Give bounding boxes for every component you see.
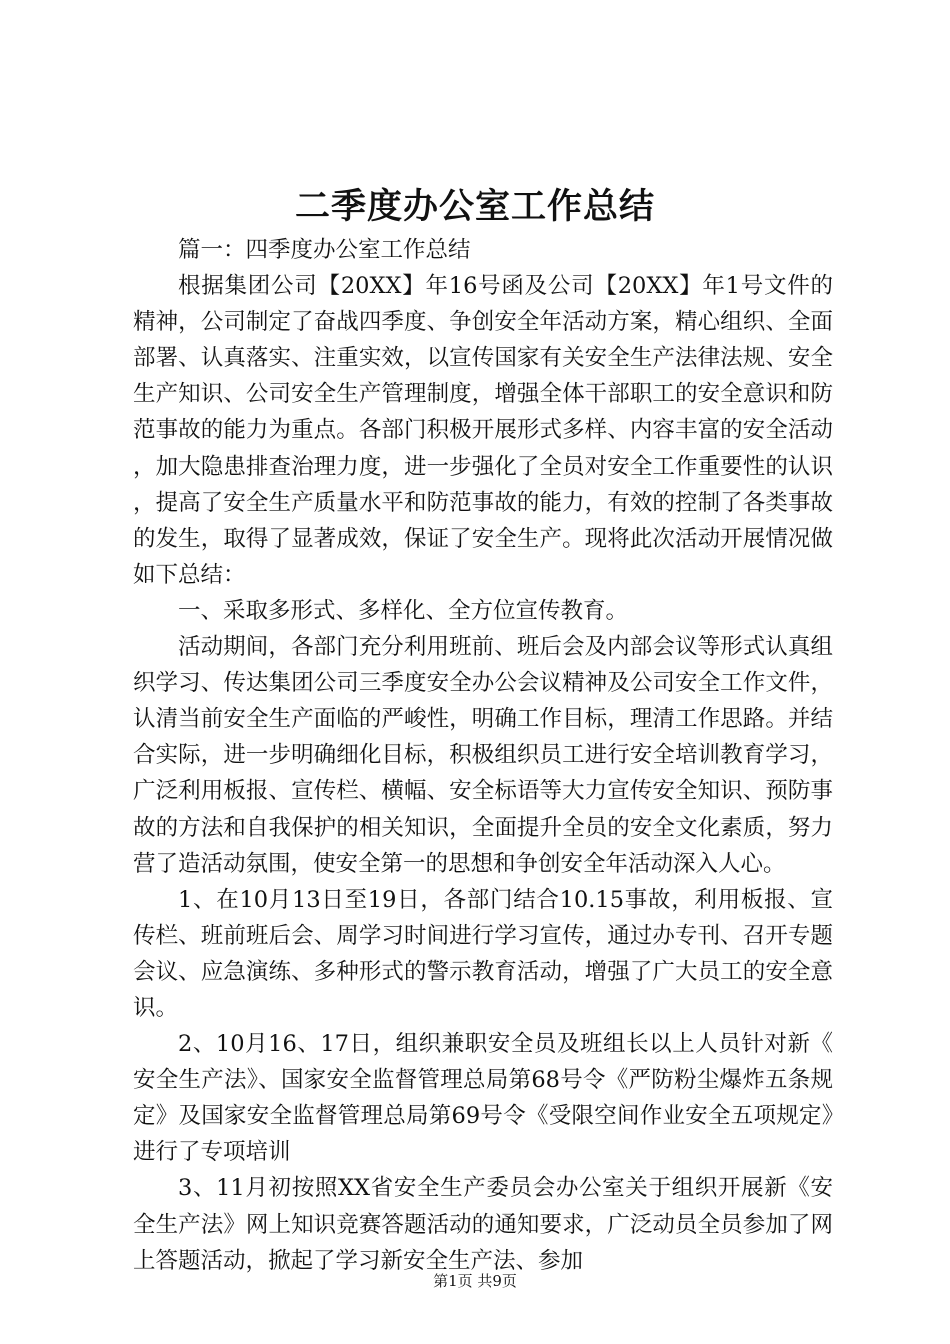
body-paragraph: 根据集团公司【20XX】年16号函及公司【20XX】年1号文件的精神，公司制定了奋战四季度、争创安全年活动方案，精心组织、全面部署、认真落实、注重实效，以宣传国家有关安全生产法律法规、安全生产知识、公司安全生产管理制度，增强全体干部职工的安全意识和防范事故的能力为重点。各部门积极开展形式多样、内容丰富的安全活动，加大隐患排查治理力度，进一步强化了全员对安全工作重要性的认识，提高了安全生产质量水平和防范事故的能力，有效的控制了各类事故的发生，取得了显著成效，保证了安全生产。现将此次活动开展情况做如下总结： — [133, 273, 833, 588]
list-item: 2、10月16、17日，组织兼职安全员及班组长以上人员针对新《安全生产法》、国家安全监督管理总局第68号令《严防粉尘爆炸五条规定》及国家安全监督管理总局第69号令《受限空间作业安全五项规定》进行了专项培训 — [133, 1031, 833, 1166]
document-title: 二季度办公室工作总结 — [294, 186, 655, 227]
section-heading: 篇一：四季度办公室工作总结 — [178, 237, 471, 263]
page-number-footer: 第1页 共9页 — [433, 1272, 517, 1290]
body-paragraph: 活动期间，各部门充分利用班前、班后会及内部会议等形式认真组织学习、传达集团公司三季度安全办公会议精神及公司安全工作文件，认清当前安全生产面临的严峻性，明确工作目标，理清工作思路。并结合实际，进一步明确细化目标，积极组织员工进行安全培训教育学习，广泛利用板报、宣传栏、横幅、安全标语等大力宣传安全知识、预防事故的方法和自我保护的相关知识，全面提升全员的安全文化素质，努力营了造活动氛围，使安全第一的思想和争创安全年活动深入人心。 — [133, 634, 833, 877]
list-item: 1、在10月13日至19日，各部门结合10.15事故，利用板报、宣传栏、班前班后会、周学习时间进行学习宣传，通过办专刊、召开专题会议、应急演练、多种形式的警示教育活动，增强了广大员工的安全意识。 — [133, 886, 833, 1021]
list-item: 3、11月初按照XX省安全生产委员会办公室关于组织开展新《安全生产法》网上知识竞赛答题活动的通知要求，广泛动员全员参加了网上答题活动，掀起了学习新安全生产法、参加 — [133, 1175, 833, 1274]
document-body — [133, 232, 833, 1279]
subsection-heading: 一、采取多形式、多样化、全方位宣传教育。 — [178, 597, 629, 624]
